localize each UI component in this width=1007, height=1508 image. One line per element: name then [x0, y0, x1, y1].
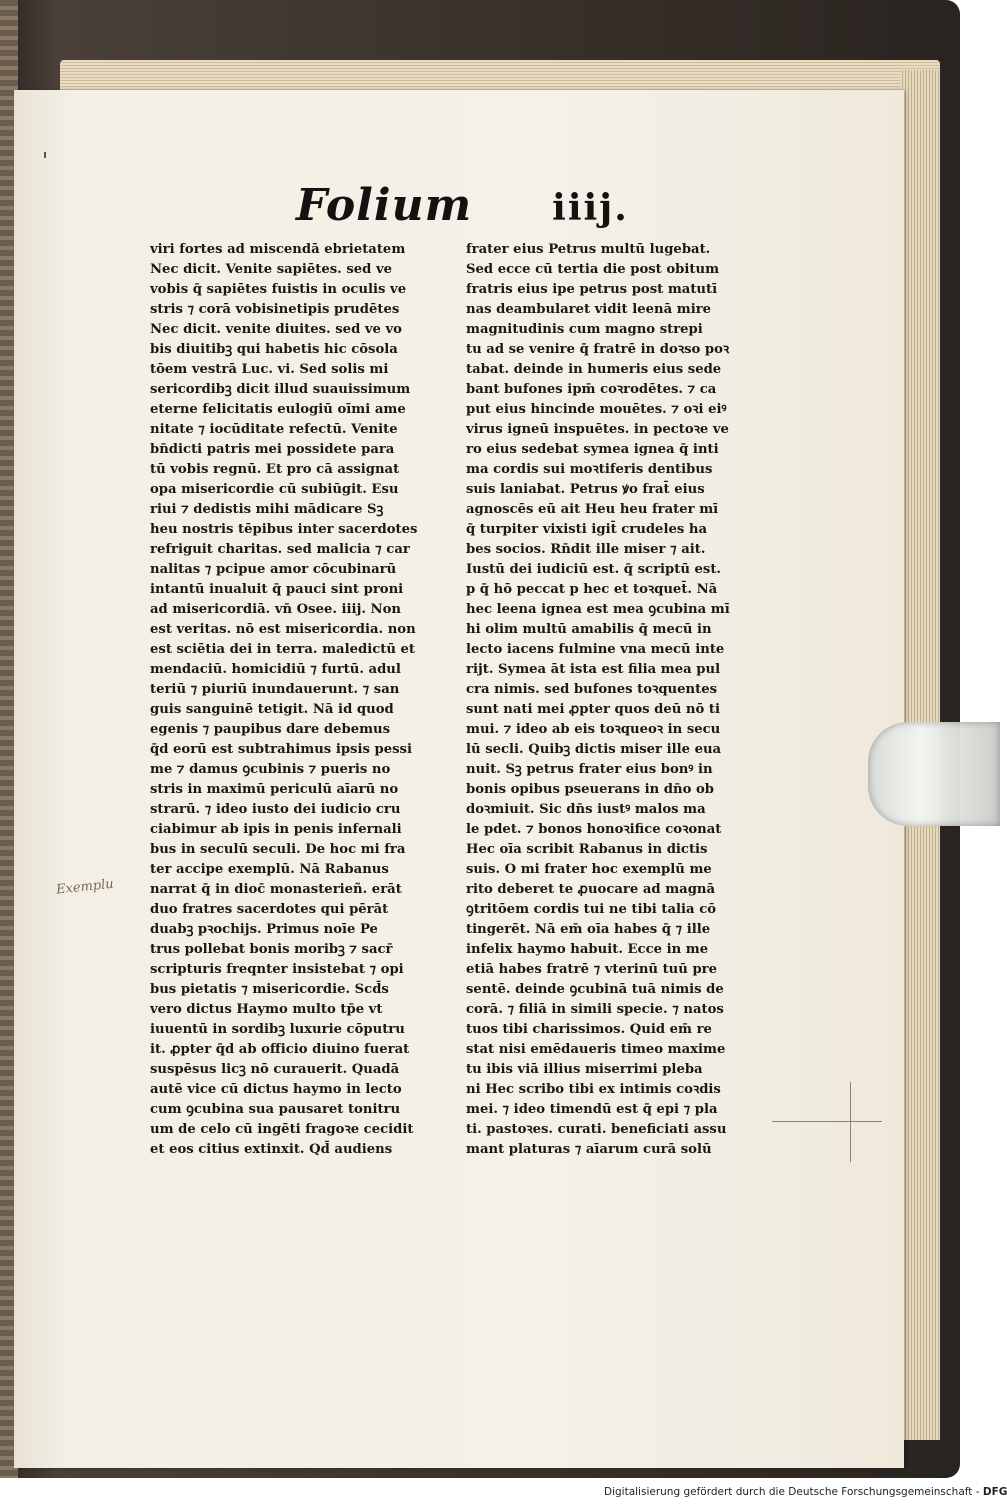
- text-line: mant platuras ⁊ aīarum curā solū: [466, 1142, 712, 1157]
- text-line: heu nostris tēpibus inter sacerdotes: [150, 522, 418, 537]
- text-line: mui. ⁊ ideo ab eis toꝛqueoꝛ in secu: [466, 722, 721, 737]
- text-line: duo fratres sacerdotes qui pērāt: [150, 902, 389, 917]
- text-line: rito deberet te ꝓuocare ad magnā: [466, 882, 716, 897]
- text-line: stris ⁊ corā vobisinetipis prudētes: [150, 302, 400, 317]
- text-line: est sciētia dei in terra. maledictū et: [150, 642, 416, 657]
- folio-number: iiij.: [552, 187, 629, 229]
- left-text-column: [150, 240, 460, 1160]
- text-line: viri fortes ad miscendā ebrietatem: [150, 242, 406, 257]
- text-line: rijt. Symea āt ista est filia mea pul: [466, 662, 721, 677]
- text-line: ma cordis sui moꝛtiferis dentibus: [466, 462, 713, 477]
- text-line: me ⁊ damus ꝯcubinis ⁊ pueris no: [150, 762, 391, 777]
- text-line: frater eius Petrus multū lugebat.: [466, 242, 711, 257]
- footer-text: Digitalisierung gefördert durch die Deutsche Forschungsgemeinschaft -: [604, 1486, 980, 1498]
- right-text-column: [466, 240, 776, 1160]
- text-line: bes socios. Rn̄dit ille miser ⁊ ait.: [466, 542, 706, 557]
- text-line: narrat q̄ in dioc̄ monasterieñ. erāt: [150, 882, 402, 897]
- text-line: tingerēt. Nā em̄ oīa habes q̄ ⁊ ille: [466, 922, 711, 937]
- ink-mark: [44, 152, 46, 158]
- text-line: um de celo cū ingēti fragoꝛe cecidit: [150, 1122, 414, 1137]
- text-line: Hec oīa scribit Rabanus in dictis: [466, 842, 708, 857]
- text-line: tu ibis viā illius miserrimi pleba: [466, 1062, 703, 1077]
- text-line: tuos tibi charissimos. Quid em̄ re: [466, 1022, 712, 1037]
- text-line: stat nisi emēdaueris timeo maxime: [466, 1042, 726, 1057]
- text-line: ro eius sedebat symea ignea q̄ inti: [466, 442, 719, 457]
- text-line: hi olim multū amabilis q̄ mecū in: [466, 622, 712, 637]
- text-line: nas deambularet vidit leenā mire: [466, 302, 712, 317]
- text-line: sericordibꝫ dicit illud suauissimum: [150, 382, 411, 397]
- text-line: et eos citius extinxit. Qd̄ audiens: [150, 1142, 393, 1157]
- text-line: teriū ⁊ piuriū inundauerunt. ⁊ san: [150, 682, 400, 697]
- text-line: opa misericordie cū subiūgit. Esu: [150, 482, 399, 497]
- text-line: bus in seculū seculi. De hoc mi fra: [150, 842, 406, 857]
- text-line: bus pietatis ⁊ misericordie. Scd̄s: [150, 982, 389, 997]
- text-line: doꝛmiuit. Sic dn̄s iustꝰ malos ma: [466, 802, 706, 817]
- digitization-footer: [604, 1486, 1007, 1498]
- text-line: p q̄ hō peccat p hec et toꝛquet̄. Nā: [466, 582, 718, 597]
- text-line: infelix haymo habuit. Ecce in me: [466, 942, 709, 957]
- text-line: sunt nati mei ꝓpter quos deū nō ti: [466, 702, 720, 717]
- text-line: nalitas ⁊ pcipue amor cōcubinarū: [150, 562, 397, 577]
- text-line: mendaciū. homicidiū ⁊ furtū. adul: [150, 662, 401, 677]
- text-line: tu ad se venire q̄ fratrē in doꝛso poꝛ: [466, 342, 730, 357]
- text-line: lū secli. Quibꝫ dictis miser ille eua: [466, 742, 722, 757]
- text-line: guis sanguinē tetigit. Nā id quod: [150, 702, 394, 717]
- text-line: ter accipe exemplū. Nā Rabanus: [150, 862, 389, 877]
- text-line: strarū. ⁊ ideo iusto dei iudicio cru: [150, 802, 401, 817]
- pencil-cross-mark: [850, 1082, 851, 1162]
- dfg-logo: DFG: [982, 1486, 1007, 1498]
- text-line: cum ꝯcubina sua pausaret tonitru: [150, 1102, 401, 1117]
- text-line: Nec dicit. Venite sapiētes. sed ve: [150, 262, 393, 277]
- text-line: q̄ turpiter vixisti igit̄ crudeles ha: [466, 522, 708, 537]
- text-line: nuit. Sꝫ petrus frater eius bonꝰ in: [466, 762, 713, 777]
- text-line: lecto iacens fulmine vna mecū inte: [466, 642, 725, 657]
- text-line: agnoscēs eū ait Heu heu frater mī: [466, 502, 719, 517]
- text-line: intantū inualuit q̄ pauci sint proni: [150, 582, 404, 597]
- text-line: le pdet. ⁊ bonos honoꝛifice coꝛonat: [466, 822, 722, 837]
- text-line: bonis opibus pseuerans in dn̄o ob: [466, 782, 714, 797]
- text-line: fratris eius ipe petrus post matutī: [466, 282, 718, 297]
- page-title: Folium: [296, 180, 473, 231]
- margin-annotation: Exemplu: [55, 876, 115, 898]
- text-line: mei. ⁊ ideo timendū est q̄ epi ⁊ pla: [466, 1102, 718, 1117]
- text-line: Nec dicit. venite diuites. sed ve vo: [150, 322, 402, 337]
- text-line: bant bufones ipm̄ coꝛrodētes. ⁊ ca: [466, 382, 717, 397]
- text-line: vero dictus Haymo multo tp̄e vt: [150, 1002, 383, 1017]
- text-line: ad misericordiā. vn̄ Osee. iiij. Non: [150, 602, 401, 617]
- text-line: stris in maximū periculū aīarū no: [150, 782, 399, 797]
- text-line: riui ⁊ dedistis mihi mādicare Sꝫ: [150, 502, 384, 517]
- text-line: iuuentū in sordibꝫ luxurie cōputru: [150, 1022, 405, 1037]
- text-line: ti. pastoꝛes. curati. beneficiati assu: [466, 1122, 727, 1137]
- text-line: nitate ⁊ iocūditate refectū. Venite: [150, 422, 398, 437]
- text-line: bn̄dicti patris mei possidete para: [150, 442, 395, 457]
- text-line: magnitudinis cum magno strepi: [466, 322, 703, 337]
- text-line: est veritas. nō est misericordia. non: [150, 622, 416, 637]
- text-line: duabꝫ pꝛochijs. Primus noīe Pe: [150, 922, 378, 937]
- text-line: q̄d eorū est subtrahimus ipsis pessi: [150, 742, 412, 757]
- text-line: scripturis freqnter insistebat ⁊ opi: [150, 962, 404, 977]
- text-line: cra nimis. sed bufones toꝛquentes: [466, 682, 718, 697]
- text-line: egenis ⁊ paupibus dare debemus: [150, 722, 391, 737]
- text-line: suspēsus licꝫ nō curauerit. Quadā: [150, 1062, 400, 1077]
- text-line: trus pollebat bonis moribꝫ ⁊ sacr̄: [150, 942, 393, 957]
- text-line: ni Hec scribo tibi ex intimis coꝛdis: [466, 1082, 721, 1097]
- text-line: Iustū dei iudiciū est. q̄ scriptū est.: [466, 562, 722, 577]
- text-line: put eius hincinde mouētes. ⁊ oꝛi eiꝰ: [466, 402, 727, 417]
- text-line: virus igneū inspuētes. in pectoꝛe ve: [466, 422, 729, 437]
- text-line: hec leena ignea est mea ꝯcubina mī: [466, 602, 730, 617]
- text-line: corā. ⁊ filiā in simili specie. ⁊ natos: [466, 1002, 724, 1017]
- text-line: bis diuitibꝫ qui habetis hic cōsola: [150, 342, 398, 357]
- text-line: vobis q̄ sapiētes fuistis in oculis ve: [150, 282, 407, 297]
- text-line: tū vobis regnū. Et pro cā assignat: [150, 462, 400, 477]
- text-line: eterne felicitatis eulogiū oīmi ame: [150, 402, 406, 417]
- text-line: ciabimur ab ipis in penis infernali: [150, 822, 402, 837]
- text-line: suis laniabat. Petrus ꝟo frat̄ eius: [466, 482, 705, 497]
- text-line: it. ꝓpter q̄d ab officio diuino fuerat: [150, 1042, 410, 1057]
- text-line: autē vice cū dictus haymo in lecto: [150, 1082, 402, 1097]
- text-line: suis. O mi frater hoc exemplū me: [466, 862, 712, 877]
- page-header: [296, 180, 629, 240]
- text-line: etiā habes fratrē ⁊ vterinū tuū pre: [466, 962, 718, 977]
- pencil-cross-mark-bar: [772, 1121, 882, 1122]
- text-line: ꝯtritōem cordis tui ne tibi talia cō: [466, 902, 717, 917]
- text-line: refriguit charitas. sed malicia ⁊ car: [150, 542, 410, 557]
- text-line: tabat. deinde in humeris eius sede: [466, 362, 722, 377]
- text-line: sentē. deinde ꝯcubinā tuā nimis de: [466, 982, 724, 997]
- text-line: Sed ecce cū tertia die post obitum: [466, 262, 720, 277]
- text-line: tōem vestrā Luc. vi. Sed solis mi: [150, 362, 389, 377]
- glass-page-weight: [868, 722, 1000, 826]
